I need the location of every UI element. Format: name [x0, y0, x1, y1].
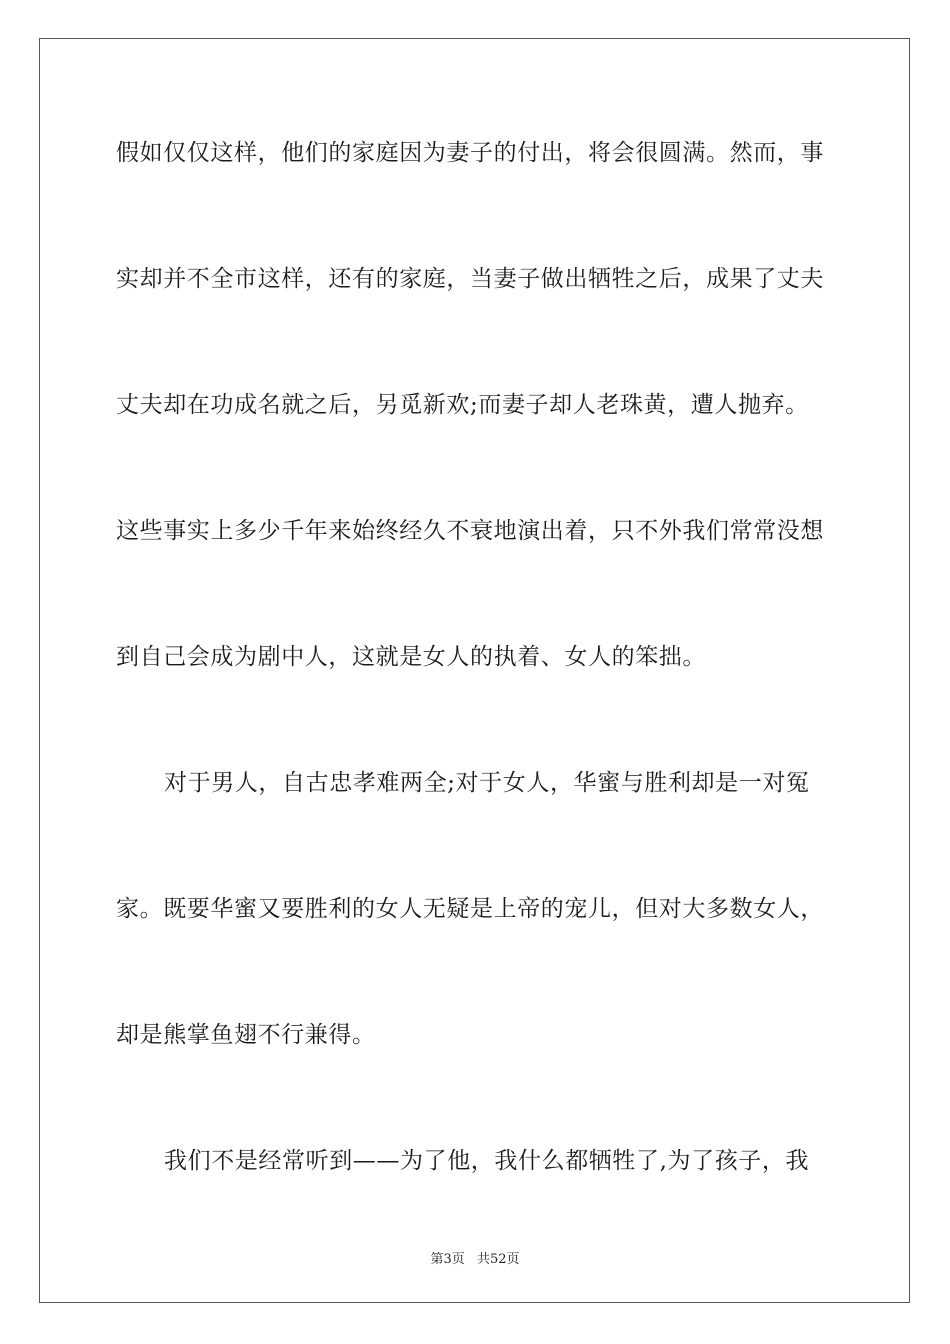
- text-line: 丈夫却在功成名就之后，另觅新欢;而妻子却人老珠黄，遭人抛弃。: [116, 392, 809, 418]
- text-line: 到自己会成为剧中人，这就是女人的执着、女人的笨拙。: [116, 644, 706, 670]
- paragraph-first-line: 对于男人，自古忠孝难两全;对于女人，华蜜与胜利却是一对冤: [164, 770, 810, 796]
- text-line: 假如仅仅这样，他们的家庭因为妻子的付出，将会很圆满。然而，事: [116, 140, 824, 166]
- text-line: 却是熊掌鱼翅不行兼得。: [116, 1022, 376, 1048]
- paragraph-first-line: 我们不是经常听到——为了他，我什么都牺牲了,为了孩子，我: [164, 1148, 810, 1174]
- document-body: [116, 118, 836, 1252]
- text-line: 家。既要华蜜又要胜利的女人无疑是上帝的宠儿，但对大多数女人，: [116, 896, 824, 922]
- text-line: 这些事实上多少千年来始终经久不衰地演出着，只不外我们常常没想: [116, 518, 824, 544]
- page-total: 共52页: [476, 1252, 520, 1267]
- page-footer: [0, 1248, 950, 1267]
- page-number: 第3页: [430, 1252, 465, 1267]
- text-line: 实却并不全市这样，还有的家庭，当妻子做出牺牲之后，成果了丈夫: [116, 266, 824, 292]
